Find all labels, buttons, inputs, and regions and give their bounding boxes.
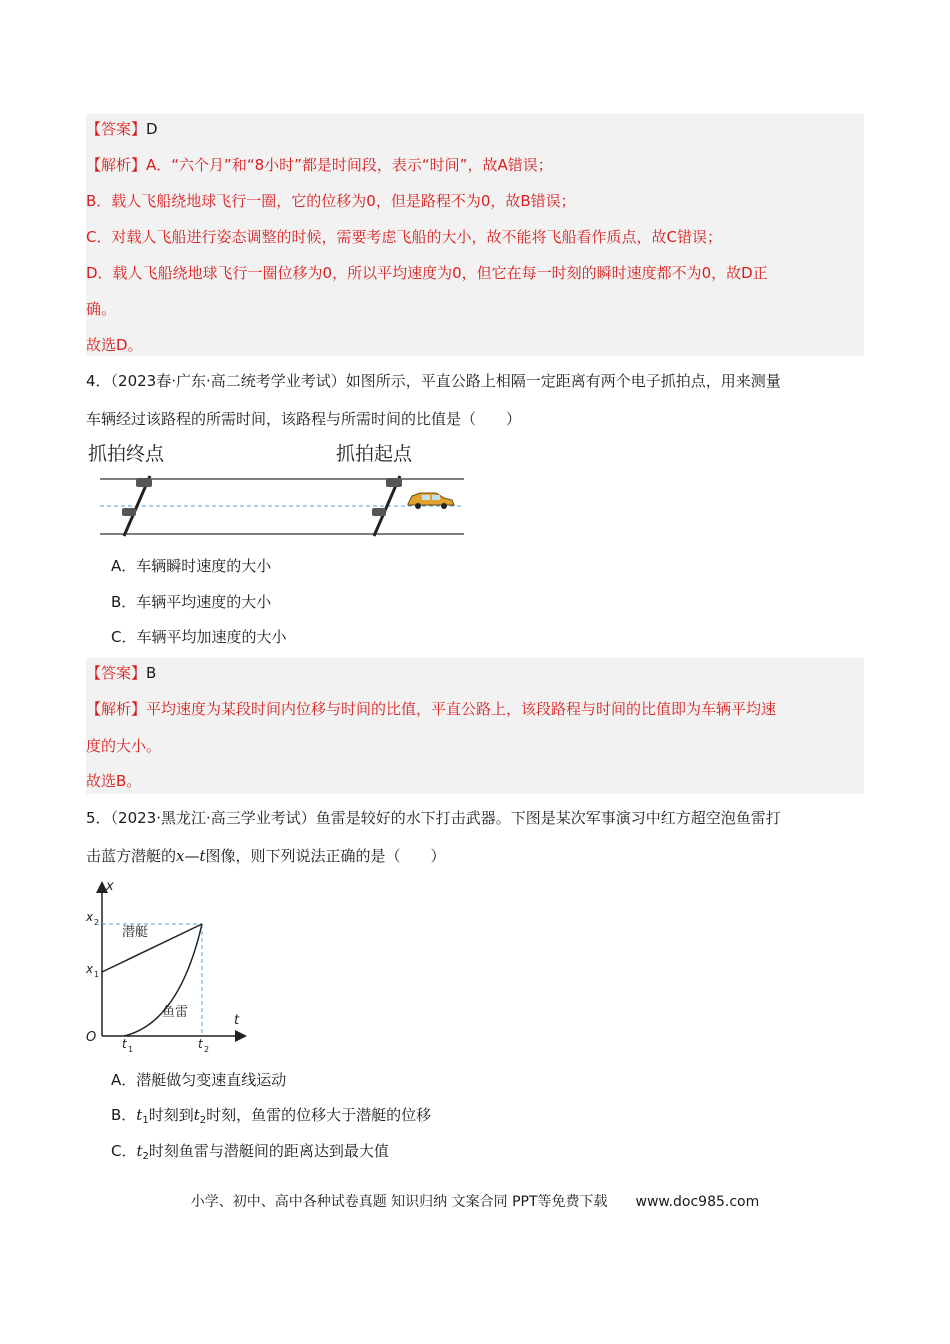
page-footer: 小学、初中、高中各种试卷真题 知识归纳 文案合同 PPT等免费下载 www.doc985.com — [190, 1194, 760, 1210]
answer-label: 【答案】 — [86, 664, 147, 682]
question-5-line-1: 5．（2023·黑龙江·高三学业考试）鱼雷是较好的水下打击武器。下图是某次军事演习中红方超空泡鱼雷打 — [86, 809, 781, 827]
analysis-line-2: 度的大小。 — [86, 737, 162, 755]
analysis-conclusion: 故选B。 — [86, 772, 142, 790]
analysis-line-1: 【解析】平均速度为某段时间内位移与时间的比值，平直公路上，该段路程与时间的比值即为车辆平均速 — [86, 700, 777, 718]
analysis-line-d-cont: 确。 — [86, 300, 117, 318]
answer-label: 【答案】 — [86, 120, 147, 138]
xt-symbol: x—t — [176, 847, 206, 865]
svg-text:1: 1 — [94, 970, 100, 979]
answer-block-q3 — [86, 114, 864, 356]
t1-label: t — [122, 1037, 127, 1051]
analysis-line-c: C．对载人飞船进行姿态调整的时候，需要考虑飞船的大小，故不能将飞船看作质点，故C错误； — [86, 228, 722, 246]
xt-graph — [84, 878, 254, 1056]
analysis-line-a: 【解析】A．“六个月”和“8小时”都是时间段，表示“时间”，故A错误； — [86, 156, 553, 174]
answer-line-q4 — [86, 663, 156, 683]
svg-text:2: 2 — [94, 918, 100, 927]
answer-block-q4 — [86, 658, 864, 794]
axis-t-label: t — [234, 1013, 240, 1028]
t2-label: t — [198, 1037, 203, 1051]
label-capture-end: 抓拍终点 — [88, 443, 165, 465]
question-4-line-1: 4．（2023春·广东·高二统考学业考试）如图所示，平直公路上相隔一定距离有两个电子抓拍点，用来测量 — [86, 372, 781, 390]
option-4a: A．车辆瞬时速度的大小 — [111, 557, 272, 575]
car-icon — [408, 493, 454, 509]
axis-x-label: x — [106, 879, 114, 894]
camera-end-icon — [122, 476, 152, 536]
question-4-line-2: 车辆经过该路程的所需时间，该路程与所需时间的比值是（ ） — [86, 410, 522, 428]
origin-label: O — [86, 1030, 97, 1045]
answer-value: D — [146, 120, 158, 138]
submarine-label: 潜艇 — [122, 925, 149, 940]
answer-value: B — [146, 664, 157, 682]
analysis-label: 【解析】 — [86, 700, 147, 718]
x1-label: x — [86, 962, 94, 976]
analysis-conclusion: 故选D。 — [86, 336, 143, 354]
analysis-label: 【解析】 — [86, 156, 147, 174]
svg-text:1: 1 — [128, 1045, 134, 1054]
torpedo-label: 鱼雷 — [162, 1005, 189, 1020]
option-5b: B．$t_1$时刻到$t_2$时刻，鱼雷的位移大于潜艇的位移 — [111, 1106, 432, 1126]
option-4c: C．车辆平均加速度的大小 — [111, 628, 287, 646]
option-5c: C．$t_2$时刻鱼雷与潜艇间的距离达到最大值 — [111, 1142, 389, 1162]
x2-label: x — [86, 910, 94, 924]
road-camera-figure — [86, 438, 476, 540]
label-capture-start: 抓拍起点 — [336, 443, 413, 465]
analysis-line-d: D．载人飞船绕地球飞行一圈位移为0，所以平均速度为0，但它在每一时刻的瞬时速度都不为0，故D正 — [86, 264, 768, 282]
question-5-line-2: 击蓝方潜艇的x—t图像，则下列说法正确的是（ ） — [86, 847, 446, 865]
submarine-line — [102, 924, 202, 972]
answer-line-q3 — [86, 119, 158, 139]
option-4b: B．车辆平均速度的大小 — [111, 593, 272, 611]
option-5a: A．潜艇做匀变速直线运动 — [111, 1071, 287, 1089]
svg-text:2: 2 — [204, 1045, 210, 1054]
analysis-line-b: B．载人飞船绕地球飞行一圈，它的位移为0，但是路程不为0，故B错误； — [86, 192, 576, 210]
